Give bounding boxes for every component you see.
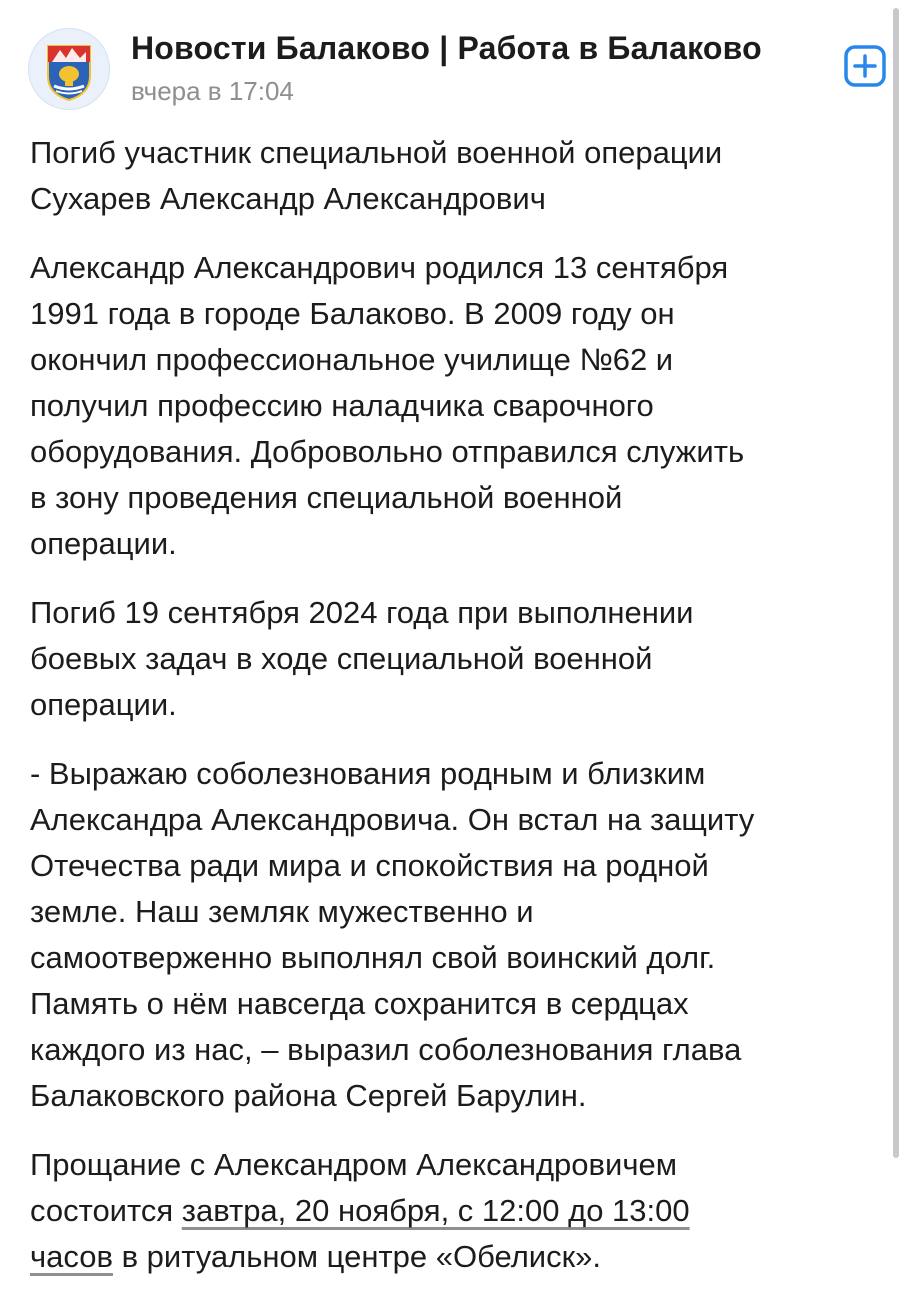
text-line: самоотверженно выполнял свой воинский долг. [30, 940, 716, 975]
text-fragment: в ритуальном центре «Обелиск». [112, 1239, 602, 1274]
post-timestamp[interactable]: вчера в 17:04 [131, 76, 294, 106]
text-fragment: состоится [30, 1193, 182, 1228]
text-line: операции. [30, 687, 177, 722]
text-line: окончил профессиональное училище №62 и [30, 342, 674, 377]
post-header [0, 0, 907, 120]
text-line: Балаковского района Сергей Барулин. [30, 1078, 587, 1113]
text-line: Погиб участник специальной военной операции [30, 135, 723, 170]
text-line: Отечества ради мира и спокойствия на родной [30, 848, 709, 883]
text-line: Прощание с Александром Александровичем [30, 1147, 678, 1182]
paragraph-biography [30, 245, 875, 567]
text-line: земле. Наш земляк мужественно и [30, 894, 534, 929]
text-line [30, 1188, 875, 1234]
date-time-link-continued[interactable]: часов [30, 1239, 113, 1274]
text-line: в зону проведения специальной военной [30, 480, 623, 515]
text-line: операции. [30, 526, 177, 561]
text-line: каждого из нас, – выразил соболезнования глава [30, 1032, 742, 1067]
text-line: Память о нём навсегда сохранится в сердцах [30, 986, 689, 1021]
scrollbar[interactable] [893, 8, 899, 1158]
paragraph-death [30, 590, 875, 728]
post-text [30, 130, 875, 1303]
paragraph-condolences [30, 751, 875, 1119]
text-line: Александра Александровича. Он встал на защиту [30, 802, 755, 837]
group-name[interactable]: Новости Балаково | Работа в Балаково [131, 30, 762, 66]
subscribe-button[interactable] [844, 45, 886, 87]
post-title [30, 130, 875, 222]
text-line: 1991 года в городе Балаково. В 2009 году он [30, 296, 675, 331]
text-line: Александр Александрович родился 13 сентября [30, 250, 729, 285]
paragraph-farewell [30, 1142, 875, 1280]
text-line: Погиб 19 сентября 2024 года при выполнении [30, 595, 694, 630]
text-line: получил профессию наладчика сварочного [30, 388, 654, 423]
balakovo-coat-of-arms-icon [28, 28, 110, 110]
text-line [30, 1234, 875, 1280]
text-line: оборудования. Добровольно отправился служить [30, 434, 745, 469]
text-line: Сухарев Александр Александрович [30, 181, 546, 216]
group-avatar[interactable] [28, 28, 110, 110]
plus-square-icon [844, 45, 886, 87]
text-line: боевых задач в ходе специальной военной [30, 641, 653, 676]
text-line: - Выражаю соболезнования родным и близким [30, 756, 706, 791]
date-time-link[interactable]: завтра, 20 ноября, с 12:00 до 13:00 [181, 1193, 690, 1228]
